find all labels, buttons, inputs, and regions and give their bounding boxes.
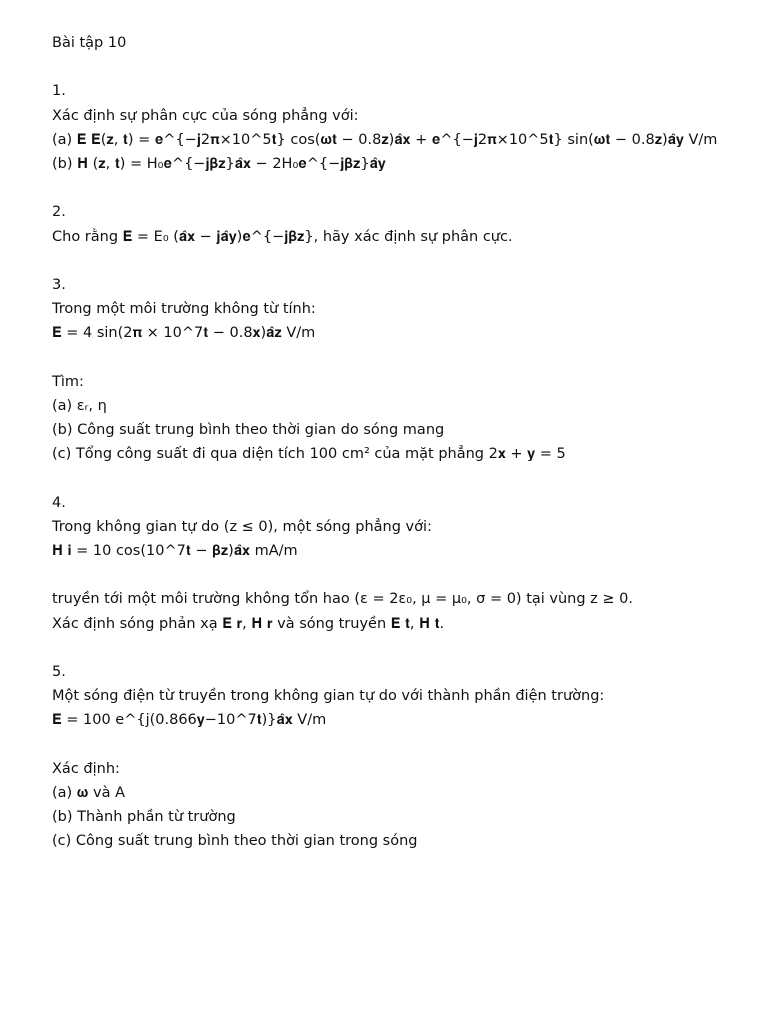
spacer bbox=[52, 639, 768, 663]
problem-number: 5. bbox=[52, 663, 66, 680]
problem-number: 1. bbox=[52, 83, 66, 100]
document-title: Bài tập 10 bbox=[52, 35, 127, 51]
problem-number: 4. bbox=[52, 494, 66, 511]
problem-text: (a) εᵣ, η bbox=[52, 397, 107, 414]
problem-text: (c) Tổng công suất đi qua diện tích 100 cm² của mặt phẳng 2𝐱 + 𝐲 = 5 bbox=[52, 446, 566, 463]
spacer bbox=[52, 735, 768, 759]
spacer bbox=[52, 566, 768, 590]
problem-text: (b) Thành phần từ trường bbox=[52, 809, 236, 825]
problem-text: Cho rằng 𝐄 = E₀ (𝐚̂𝐱 − 𝐣𝐚̂𝐲)𝐞^{−𝐣𝛃𝐳}, hãy xác định sự phân cực. bbox=[52, 228, 513, 245]
problem-text: Trong không gian tự do (z ≤ 0), một sóng phẳng với: bbox=[52, 518, 432, 535]
spacer bbox=[52, 348, 768, 372]
problem-number: 3. bbox=[52, 276, 66, 293]
problem-3 bbox=[52, 276, 768, 470]
problem-1 bbox=[52, 82, 768, 179]
problem-text: (a) 𝐄 𝐄(𝐳, 𝐭) = 𝐞^{−𝐣2𝛑×10^5𝐭} cos(𝛚𝐭 − 0.8𝐳)𝐚̂𝐱 + 𝐞^{−𝐣2𝛑×10^5𝐭} sin(𝛚𝐭 − 0.8𝐳)𝐚̂𝐲 V/m bbox=[52, 131, 718, 148]
problem-text: (a) 𝛚 và A bbox=[52, 784, 125, 801]
problem-text: Trong một môi trường không từ tính: bbox=[52, 301, 316, 318]
problem-number: 2. bbox=[52, 204, 66, 221]
document-body bbox=[52, 34, 768, 856]
problem-text: 𝐄 = 100 e^{j(0.866𝐲−10^7𝐭)}𝐚̂𝐱 V/m bbox=[52, 712, 327, 729]
problem-2 bbox=[52, 203, 768, 251]
problem-text: Một sóng điện từ truyền trong không gian tự do với thành phần điện trường: bbox=[52, 688, 605, 705]
problem-text: (b) Công suất trung bình theo thời gian do sóng mang bbox=[52, 422, 445, 438]
problem-text: truyền tới một môi trường không tổn hao (ε = 2ε₀, μ = μ₀, σ = 0) tại vùng z ≥ 0. bbox=[52, 591, 633, 608]
problem-text: Tìm: bbox=[52, 373, 84, 390]
problem-text: (b) 𝐇 (𝐳, 𝐭) = H₀𝐞^{−𝐣𝛃𝐳}𝐚̂𝐱 − 2H₀𝐞^{−𝐣𝛃𝐳}𝐚̂𝐲 bbox=[52, 155, 386, 172]
problem-text: 𝐄 = 4 sin(2𝛑 × 10^7𝐭 − 0.8𝐱)𝐚̂𝐳 V/m bbox=[52, 325, 316, 342]
problem-text: Xác định sóng phản xạ 𝐄 𝐫, 𝐇 𝐫 và sóng truyền 𝐄 𝐭, 𝐇 𝐭. bbox=[52, 615, 445, 632]
problem-text: (c) Công suất trung bình theo thời gian trong sóng bbox=[52, 833, 418, 850]
problem-5 bbox=[52, 663, 768, 857]
problem-text: Xác định: bbox=[52, 760, 120, 777]
spacer bbox=[52, 252, 768, 276]
problem-4 bbox=[52, 494, 768, 639]
spacer bbox=[52, 469, 768, 493]
spacer bbox=[52, 179, 768, 203]
problem-text: 𝐇 𝐢 = 10 cos(10^7𝐭 − 𝛃𝐳)𝐚̂𝐱 mA/m bbox=[52, 542, 298, 559]
problem-text: Xác định sự phân cực của sóng phẳng với: bbox=[52, 107, 359, 124]
spacer bbox=[52, 58, 768, 82]
